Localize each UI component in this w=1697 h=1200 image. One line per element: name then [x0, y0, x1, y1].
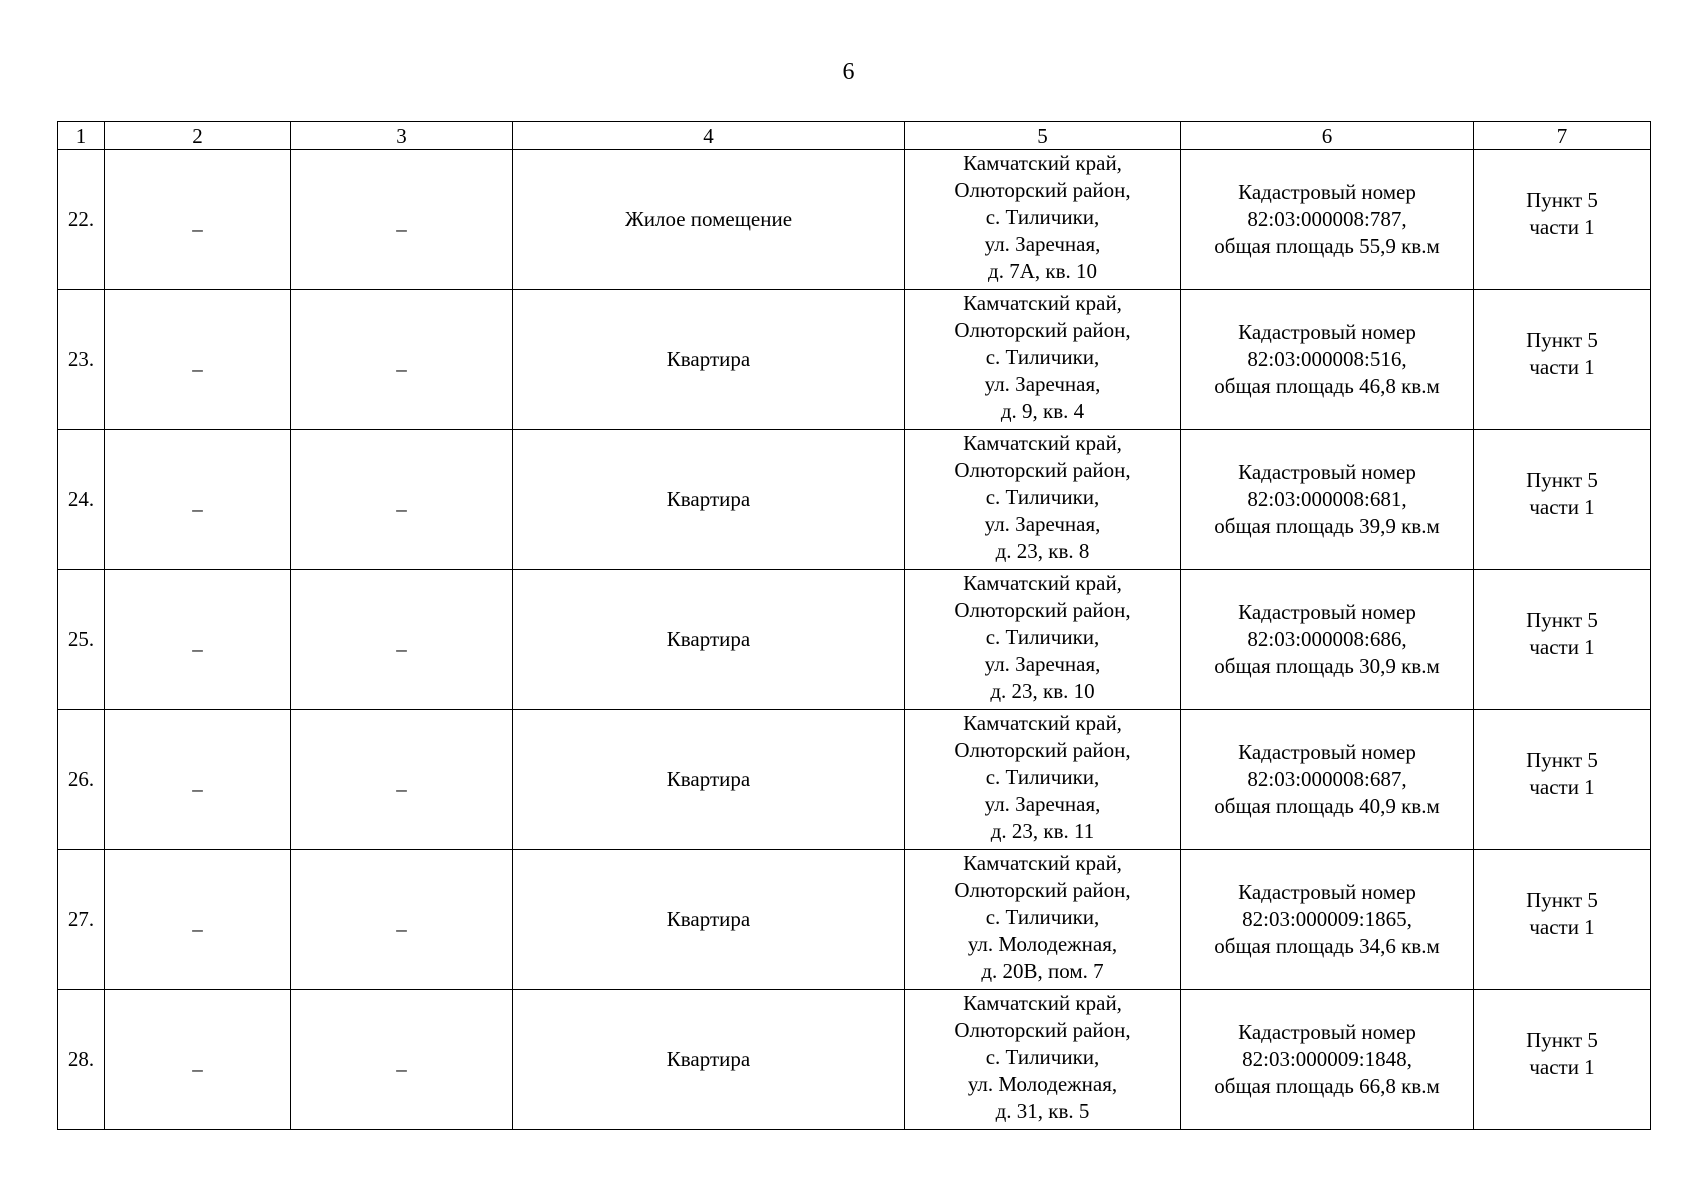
column-2-value: –	[105, 290, 291, 430]
table-row	[58, 290, 1651, 430]
table-row	[58, 430, 1651, 570]
page-number: 6	[842, 59, 855, 85]
column-3-value: –	[291, 570, 513, 710]
header-cell-2: 2	[105, 122, 291, 150]
column-3-value: –	[291, 430, 513, 570]
object-address: Камчатский край, Олюторский район, с. Тиличики, ул. Заречная, д. 7А, кв. 10	[905, 150, 1181, 290]
property-table	[57, 121, 1651, 1130]
row-number: 28.	[58, 990, 105, 1130]
legal-basis: Пункт 5 части 1	[1474, 850, 1651, 990]
legal-basis: Пункт 5 части 1	[1474, 710, 1651, 850]
object-details: Кадастровый номер 82:03:000009:1865, общая площадь 34,6 кв.м	[1181, 850, 1474, 990]
column-3-value: –	[291, 990, 513, 1130]
header-cell-7: 7	[1474, 122, 1651, 150]
object-address: Камчатский край, Олюторский район, с. Тиличики, ул. Заречная, д. 9, кв. 4	[905, 290, 1181, 430]
header-cell-1: 1	[58, 122, 105, 150]
column-2-value: –	[105, 850, 291, 990]
object-address: Камчатский край, Олюторский район, с. Тиличики, ул. Заречная, д. 23, кв. 10	[905, 570, 1181, 710]
row-number: 23.	[58, 290, 105, 430]
table-row	[58, 990, 1651, 1130]
object-name: Квартира	[513, 990, 905, 1130]
row-number: 24.	[58, 430, 105, 570]
object-address: Камчатский край, Олюторский район, с. Тиличики, ул. Заречная, д. 23, кв. 11	[905, 710, 1181, 850]
legal-basis: Пункт 5 части 1	[1474, 290, 1651, 430]
object-details: Кадастровый номер 82:03:000008:681, общая площадь 39,9 кв.м	[1181, 430, 1474, 570]
object-name: Квартира	[513, 430, 905, 570]
object-details: Кадастровый номер 82:03:000008:787, общая площадь 55,9 кв.м	[1181, 150, 1474, 290]
column-3-value: –	[291, 710, 513, 850]
column-3-value: –	[291, 290, 513, 430]
column-2-value: –	[105, 150, 291, 290]
column-2-value: –	[105, 430, 291, 570]
object-name: Жилое помещение	[513, 150, 905, 290]
table-row	[58, 150, 1651, 290]
header-row	[58, 122, 1651, 150]
object-name: Квартира	[513, 570, 905, 710]
row-number: 26.	[58, 710, 105, 850]
object-details: Кадастровый номер 82:03:000009:1848, общая площадь 66,8 кв.м	[1181, 990, 1474, 1130]
row-number: 22.	[58, 150, 105, 290]
table-row	[58, 570, 1651, 710]
column-2-value: –	[105, 570, 291, 710]
object-details: Кадастровый номер 82:03:000008:516, общая площадь 46,8 кв.м	[1181, 290, 1474, 430]
row-number: 25.	[58, 570, 105, 710]
object-address: Камчатский край, Олюторский район, с. Тиличики, ул. Молодежная, д. 20В, пом. 7	[905, 850, 1181, 990]
header-cell-5: 5	[905, 122, 1181, 150]
object-details: Кадастровый номер 82:03:000008:687, общая площадь 40,9 кв.м	[1181, 710, 1474, 850]
header-cell-3: 3	[291, 122, 513, 150]
column-2-value: –	[105, 710, 291, 850]
column-3-value: –	[291, 150, 513, 290]
object-name: Квартира	[513, 290, 905, 430]
object-name: Квартира	[513, 710, 905, 850]
header-cell-4: 4	[513, 122, 905, 150]
object-address: Камчатский край, Олюторский район, с. Тиличики, ул. Заречная, д. 23, кв. 8	[905, 430, 1181, 570]
column-3-value: –	[291, 850, 513, 990]
table-row	[58, 710, 1651, 850]
legal-basis: Пункт 5 части 1	[1474, 150, 1651, 290]
row-number: 27.	[58, 850, 105, 990]
object-address: Камчатский край, Олюторский район, с. Тиличики, ул. Молодежная, д. 31, кв. 5	[905, 990, 1181, 1130]
legal-basis: Пункт 5 части 1	[1474, 570, 1651, 710]
header-cell-6: 6	[1181, 122, 1474, 150]
object-details: Кадастровый номер 82:03:000008:686, общая площадь 30,9 кв.м	[1181, 570, 1474, 710]
legal-basis: Пункт 5 части 1	[1474, 990, 1651, 1130]
column-2-value: –	[105, 990, 291, 1130]
object-name: Квартира	[513, 850, 905, 990]
table-row	[58, 850, 1651, 990]
legal-basis: Пункт 5 части 1	[1474, 430, 1651, 570]
